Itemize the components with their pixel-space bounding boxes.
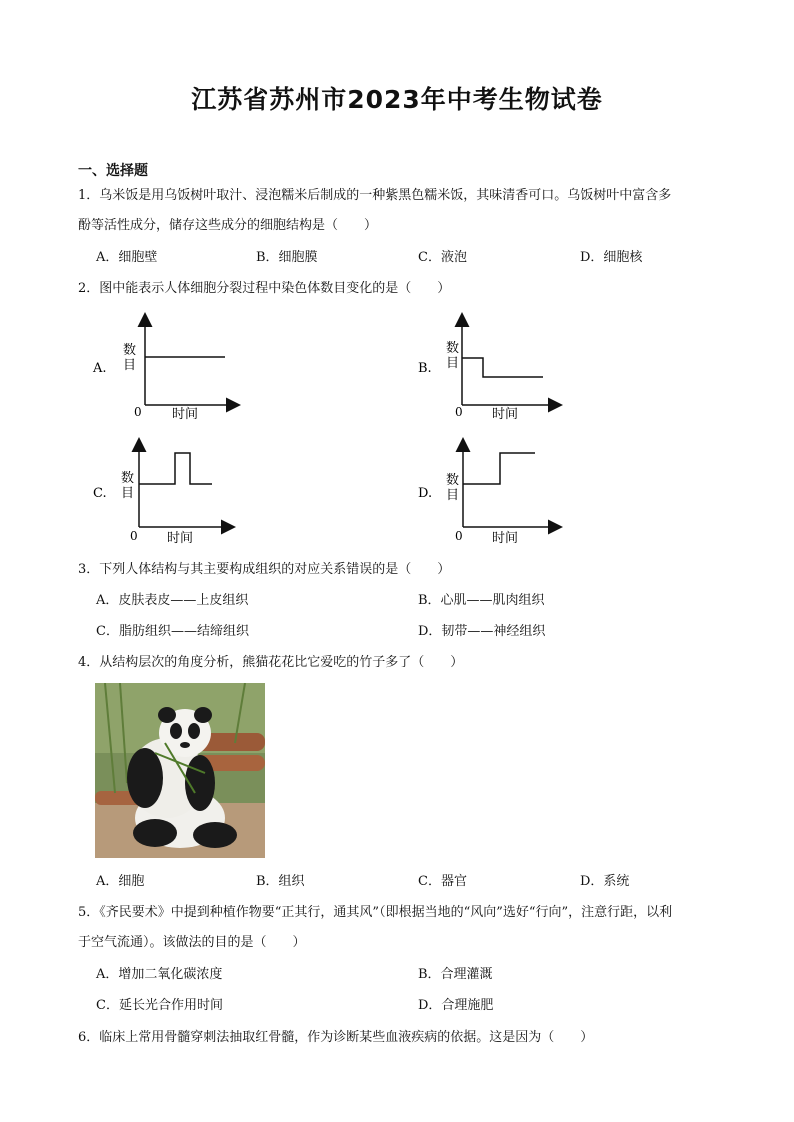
graph-c-curve [139, 453, 212, 484]
graph-d-curve [463, 453, 535, 484]
panda-photo [95, 683, 265, 858]
q1-option-c: C．液泡 [418, 250, 467, 265]
q3-option-c: C．脂肪组织——结缔组织 [96, 624, 249, 639]
graph-b-ylabel-1: 数 [446, 341, 460, 356]
graph-c-xlabel: 时间 [167, 531, 194, 546]
question-4-line-1: 4．从结构层次的角度分析，熊猫花花比它爱吃的竹子多了（ ） [78, 655, 464, 670]
graph-a-xlabel: 时间 [172, 407, 199, 422]
graph-c-origin: 0 [130, 529, 138, 543]
graph-c [90, 435, 250, 547]
graph-b-label: B. [418, 361, 432, 376]
q5-option-b: B．合理灌溉 [418, 967, 493, 982]
graph-a-ylabel-2: 目 [123, 358, 137, 373]
q5-option-c: C．延长光合作用时间 [96, 998, 223, 1013]
graph-c-label: C. [93, 486, 107, 501]
graph-c-ylabel-1: 数 [121, 471, 135, 486]
graph-b-ylabel-2: 目 [446, 356, 460, 371]
q1-option-b: B．细胞膜 [256, 250, 318, 265]
graph-d-xlabel: 时间 [492, 531, 519, 546]
graph-c-ylabel-2: 目 [121, 486, 135, 501]
q3-option-a: A．皮肤表皮——上皮组织 [96, 593, 249, 608]
graph-b-curve [462, 358, 543, 377]
graph-d-origin: 0 [455, 529, 463, 543]
graph-a [90, 310, 250, 422]
question-2-line-1: 2．图中能表示人体细胞分裂过程中染色体数目变化的是（ ） [78, 281, 451, 296]
question-5-line-2: 于空气流通）。该做法的目的是（ ） [78, 935, 306, 950]
paper-title: 江苏省苏州市2023年中考生物试卷 [191, 85, 603, 114]
graph-d-ylabel-1: 数 [446, 473, 460, 488]
question-3-line-1: 3．下列人体结构与其主要构成组织的对应关系错误的是（ ） [78, 562, 451, 577]
q3-option-d: D．韧带——神经组织 [418, 624, 546, 639]
graph-a-label: A. [93, 361, 107, 376]
q4-option-d: D．系统 [580, 874, 630, 889]
question-5-line-1: 5．《齐民要术》中提到种植作物要“正其行，通其风”（即根据当地的“风向”选好“行向”，注意行距，以利 [78, 905, 673, 920]
q1-option-d: D．细胞核 [580, 250, 643, 265]
graph-b-origin: 0 [455, 405, 463, 419]
graph-b-xlabel: 时间 [492, 407, 519, 422]
q4-option-c: C．器官 [418, 874, 467, 889]
q5-option-a: A．增加二氧化碳浓度 [96, 967, 223, 982]
graph-a-ylabel-1: 数 [123, 343, 137, 358]
graph-d [415, 435, 575, 547]
graph-a-origin: 0 [134, 405, 142, 419]
question-6-line-1: 6．临床上常用骨髓穿刺法抽取红骨髓，作为诊断某些血液疾病的依据。这是因为（ ） [78, 1030, 594, 1045]
q4-option-b: B．组织 [256, 874, 305, 889]
graph-d-label: D. [418, 486, 433, 501]
question-1-line-1: 1．乌米饭是用乌饭树叶取汁、浸泡糯米后制成的一种紫黑色糯米饭，其味清香可口。乌饭树叶中富含多 [78, 188, 672, 203]
section-heading: 一、选择题 [78, 163, 148, 179]
q1-option-a: A．细胞壁 [96, 250, 158, 265]
graph-b [415, 310, 575, 422]
question-1-line-2: 酚等活性成分，储存这些成分的细胞结构是（ ） [78, 218, 378, 233]
q4-option-a: A．细胞 [96, 874, 145, 889]
q3-option-b: B．心肌——肌肉组织 [418, 593, 545, 608]
q5-option-d: D．合理施肥 [418, 998, 494, 1013]
graph-d-ylabel-2: 目 [446, 488, 460, 503]
